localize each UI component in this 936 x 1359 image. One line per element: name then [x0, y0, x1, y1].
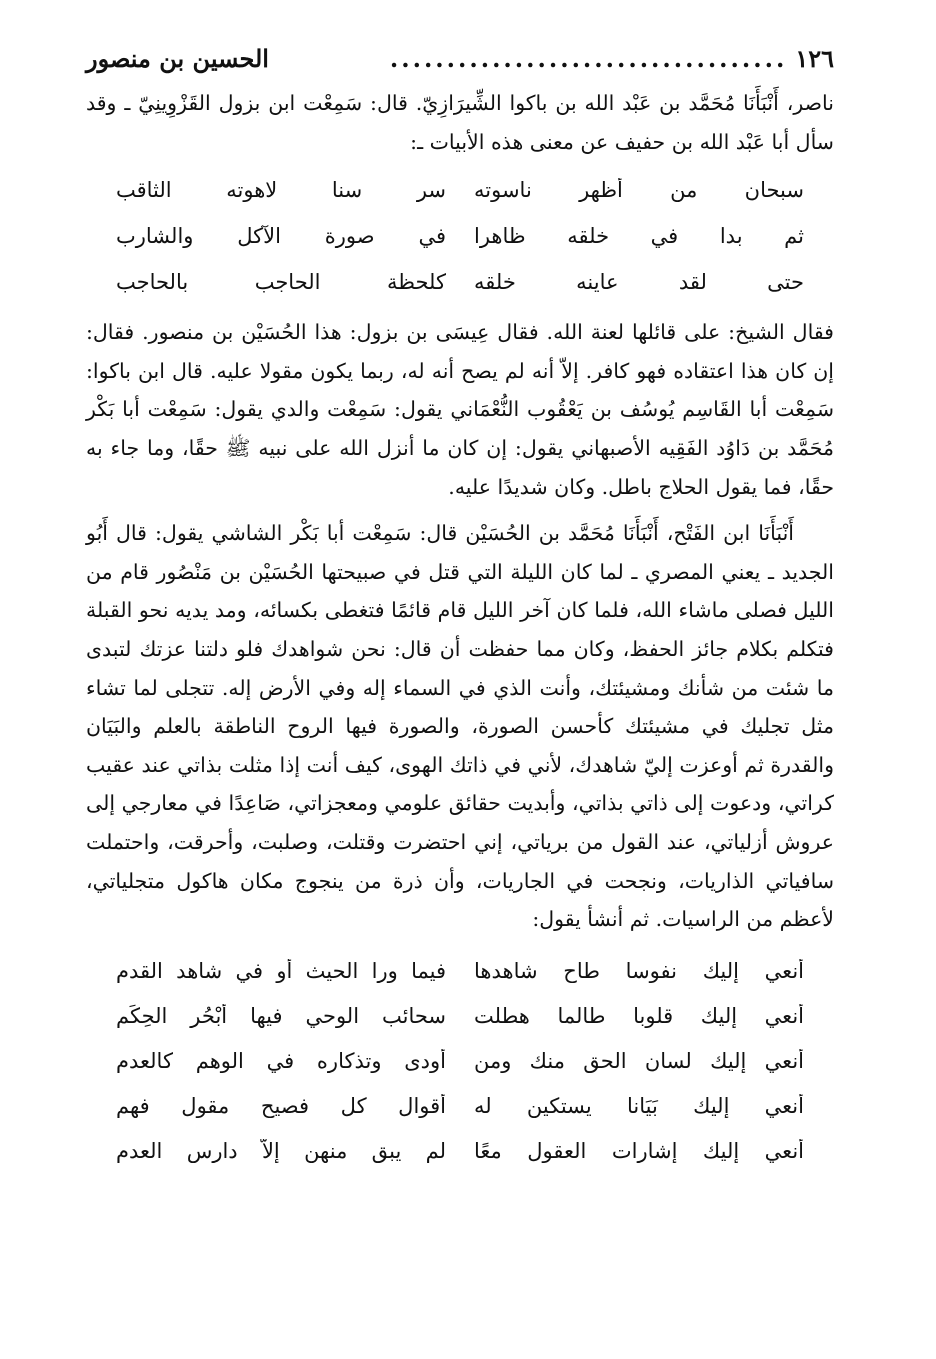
poem-1: [86, 167, 834, 305]
verse-first-hemistich: حتى لقد عاينه خلقه: [474, 270, 804, 295]
poem-2: [86, 949, 834, 1174]
verse-line: [86, 1129, 834, 1174]
running-title: الحسين بن منصور: [86, 44, 269, 73]
paragraph-gap: [86, 506, 834, 514]
verse-second-hemistich: فيما ورا الحيث أو في شاهد القدم: [116, 959, 446, 984]
intro-paragraph: ناصر، أَنْبَأَنَا مُحَمَّد بن عَبْد الله بن باكوا الشِّيرَازِيّ. قال: سَمِعْت ابن بزول القَزْوِينِيّ ـ وقد سأل أبا عَبْد الله بن حفيف عن معنى هذه الأبيات ـ:: [86, 91, 834, 154]
verse-first-hemistich: أنعي إليك إشارات العقول معًا: [474, 1139, 804, 1164]
narration-paragraph: أَنْبَأَنَا ابن الفَتْح، أَنْبَأَنَا مُحَمَّد بن الحُسَيْن قال: سَمِعْت أبا بَكْر الشاشي يقول: قال أَبُو الجديد ـ يعني المصري ـ لما كان الليلة التي قتل في صبيحتها الحُسَيْن بن مَنْصُور قام من الليل فصلى ماشاء الله، فلما كان آخر الليل قام قائمًا فتغطى بكسائه، ومد يديه نحو القبلة فتكلم بكلام جائز الحفظ، وكان مما حفظت أن قال: نحن شواهدك فلو دلتنا عزتك لتبدى ما شئت من شأنك ومشيئتك، وأنت الذي في السماء إله وفي الأرض إله. تتجلى لما تشاء مثل تجليك في مشيئتك كأحسن الصورة، والصورة فيها الروح الناطقة بالعلم والبَيَان والقدرة ثم أوعزت إليّ شاهدك، لأني في ذاتك الهوى، كيف أنت إذا مثلت بذاتي عند عقيب كراتي، ودعوت إلى ذاتي بذاتي، وأبديت حقائق علومي ومعجزاتي، صَاعِدًا في معارجي إلى عروش أزلياتي، عند القول من برياتي، إني احتضرت وقتلت، وصلبت، وأحرقت، واحتملت سافياتي الذاريات، ونجحت في الجاريات، وأن ذرة من ينجوج مكان هاكول متجلياتي، لأعظم من الراسيات. ثم أنشأ يقول:: [86, 521, 834, 932]
verse-line: [86, 1039, 834, 1084]
header-dot-leader: ...................................: [389, 44, 788, 73]
running-header: [86, 44, 834, 84]
verse-second-hemistich: كلحظة الحاجب بالحاجب: [116, 270, 446, 295]
verse-second-hemistich: سر سنا لاهوته الثاقب: [116, 178, 446, 203]
verse-first-hemistich: أنعي إليك لسان الحق منك ومن: [474, 1049, 804, 1074]
verse-line: [86, 259, 834, 305]
commentary-paragraph: فقال الشيخ: على قائلها لعنة الله. فقال عِيسَى بن بزول: هذا الحُسَيْن بن منصور. فقال: إن كان هذا اعتقاده فهو كافر. إلاّ أنه لم يصح أنه له، ربما يكون مقولا عليه. قال ابن باكوا: سَمِعْت أبا القَاسِم يُوسُف بن يَعْقُوب النُّعْمَاني يقول: سَمِعْت والدي يقول: سَمِعْت أبا بَكْر مُحَمَّد بن دَاوُد الفَقِيه الأصبهاني يقول: إن كان ما أنزل الله على نبيه ﷺ حقًا، وما جاء به حقًا، فما يقول الحلاج باطل. وكان شديدًا عليه.: [86, 320, 834, 499]
verse-second-hemistich: سحائب الوحي فيها أبْحُر الحِكَم: [116, 1004, 446, 1029]
verse-first-hemistich: أنعي إليك بَيَانا يستكين له: [474, 1094, 804, 1119]
verse-second-hemistich: لم يبق منهن إلاّ دارس العدم: [116, 1139, 446, 1164]
verse-first-hemistich: أنعي إليك قلوبا طالما هطلت: [474, 1004, 804, 1029]
verse-second-hemistich: في صورة الآكل والشارب: [116, 224, 446, 249]
document-page: [86, 44, 834, 1334]
verse-line: [86, 994, 834, 1039]
verse-second-hemistich: أقوال كل فصيح مقول فهم: [116, 1094, 446, 1119]
page-number: ١٢٦: [795, 44, 834, 73]
verse-second-hemistich: أودى وتذكاره في الوهم كالعدم: [116, 1049, 446, 1074]
verse-line: [86, 213, 834, 259]
verse-line: [86, 1084, 834, 1129]
verse-first-hemistich: ثم بدا في خلقه ظاهرا: [474, 224, 804, 249]
verse-first-hemistich: أنعي إليك نفوسا طاح شاهدها: [474, 959, 804, 984]
verse-line: [86, 167, 834, 213]
verse-first-hemistich: سبحان من أظهر ناسوته: [474, 178, 804, 203]
verse-line: [86, 949, 834, 994]
